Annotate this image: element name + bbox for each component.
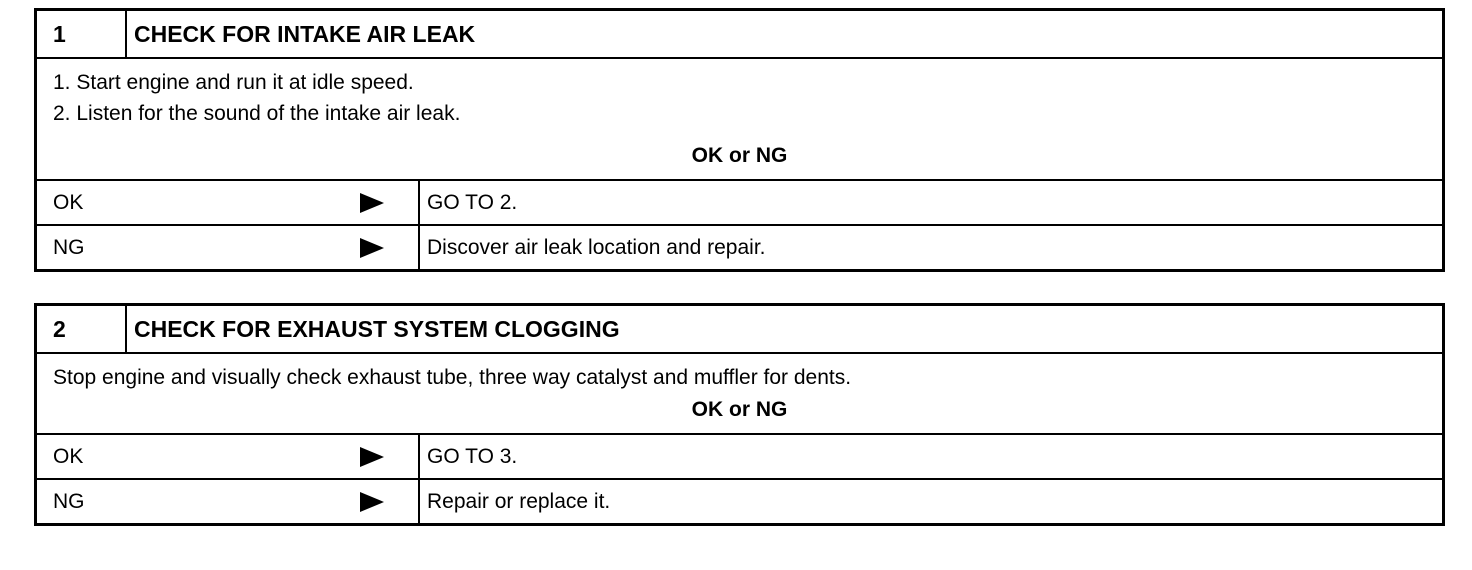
step-instructions bbox=[37, 59, 1442, 181]
outcome-action: GO TO 2. bbox=[427, 191, 518, 214]
outcome-label bbox=[37, 480, 420, 523]
step-number: 1 bbox=[37, 11, 127, 57]
instruction-line: Stop engine and visually check exhaust tube, three way catalyst and muffler for dents. bbox=[53, 366, 852, 389]
right-arrow-icon bbox=[360, 193, 384, 213]
result-heading: OK or NG bbox=[691, 398, 788, 421]
right-arrow-icon bbox=[360, 492, 384, 512]
outcome-label-text: NG bbox=[53, 236, 85, 259]
step-number: 2 bbox=[37, 306, 127, 352]
result-heading: OK or NG bbox=[691, 144, 788, 167]
outcome-row-ng bbox=[37, 226, 1442, 269]
instruction-line: 1. Start engine and run it at idle speed. bbox=[53, 71, 414, 94]
right-arrow-icon bbox=[360, 447, 384, 467]
step-instructions bbox=[37, 354, 1442, 435]
step-title: CHECK FOR INTAKE AIR LEAK bbox=[134, 21, 476, 47]
outcome-label-text: OK bbox=[53, 445, 84, 468]
outcome-action: Repair or replace it. bbox=[427, 490, 611, 513]
outcome-action: Discover air leak location and repair. bbox=[427, 236, 766, 259]
outcome-row-ok bbox=[37, 181, 1442, 226]
step-1-table bbox=[34, 8, 1445, 272]
outcome-row-ok bbox=[37, 435, 1442, 480]
outcome-label bbox=[37, 435, 420, 478]
step-title: CHECK FOR EXHAUST SYSTEM CLOGGING bbox=[134, 316, 620, 342]
step-header bbox=[37, 11, 1442, 59]
outcome-label bbox=[37, 181, 420, 224]
step-header bbox=[37, 306, 1442, 354]
step-2-table bbox=[34, 303, 1445, 526]
outcome-label-text: OK bbox=[53, 191, 84, 214]
outcome-action: GO TO 3. bbox=[427, 445, 518, 468]
outcome-label bbox=[37, 226, 420, 269]
right-arrow-icon bbox=[360, 238, 384, 258]
outcome-label-text: NG bbox=[53, 490, 85, 513]
instruction-line: 2. Listen for the sound of the intake air leak. bbox=[53, 102, 461, 125]
outcome-row-ng bbox=[37, 480, 1442, 523]
